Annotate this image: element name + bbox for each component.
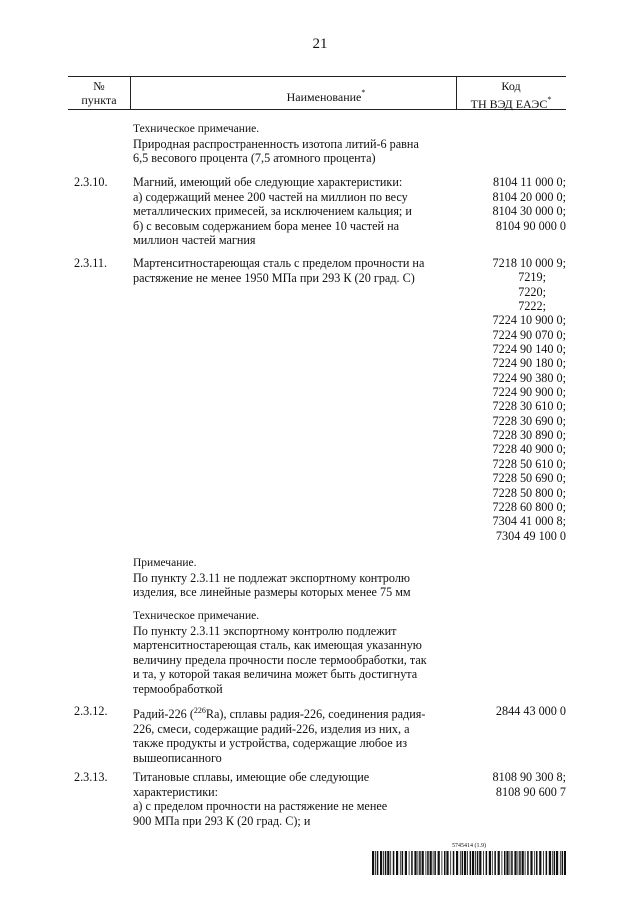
tech-note-2311 — [133, 609, 453, 697]
code-line: 7228 50 690 0; — [492, 471, 566, 486]
item-line: характеристики: — [133, 784, 219, 799]
item-line: Титановые сплавы, имеющие обе следующие — [133, 770, 370, 784]
item-text-2311 — [133, 256, 453, 285]
item-line-part: Ra), сплавы радия-226, соединения радия- — [205, 707, 426, 722]
item-codes-2312 — [462, 704, 566, 719]
tech-note-line: величину предела прочности после термообработки, так — [133, 652, 427, 667]
code-line: 8104 90 000 0 — [495, 218, 566, 233]
tech-note-title: Техническое примечание. — [133, 610, 260, 622]
code-line: 2844 43 000 0 — [495, 704, 566, 718]
tech-note-line: и та, у которой такая величина может быть достигнута — [133, 667, 418, 682]
header-code-line2: ТН ВЭД ЕАЭС — [470, 97, 548, 111]
code-line: 7228 50 610 0; — [492, 456, 566, 471]
item-number-2313: 2.3.13. — [74, 770, 108, 784]
code-line: 8108 90 300 8; — [492, 770, 566, 784]
code-line: 7228 40 900 0; — [492, 442, 566, 457]
code-line: 7224 10 900 0; — [492, 313, 566, 328]
tech-note-line: термообработкой — [133, 681, 223, 696]
code-line: 7224 90 380 0; — [492, 370, 566, 385]
code-line: 7304 49 100 0 — [495, 528, 566, 543]
item-line: а) с пределом прочности на растяжение не менее — [133, 799, 388, 814]
code-line: 7228 30 610 0; — [492, 399, 566, 414]
page-number: 21 — [312, 36, 328, 52]
item-line: Магний, имеющий обе следующие характеристики: — [133, 175, 403, 189]
item-line: 226, смеси, содержащие радий-226, изделия из них, а — [133, 721, 410, 736]
item-number-2310: 2.3.10. — [74, 175, 108, 189]
tech-note-line: 6,5 весового процента (7,5 атомного процента) — [133, 151, 376, 166]
item-line: 900 МПа при 293 К (20 град. С); и — [133, 813, 311, 828]
item-line: миллион частей магния — [133, 233, 256, 248]
code-line: 7228 60 800 0; — [492, 499, 566, 514]
header-name-label: Наименование — [286, 90, 362, 104]
header-code-col — [456, 77, 566, 109]
header-num-symbol: № — [93, 79, 105, 93]
item-line: Мартенситностареющая сталь с пределом прочности на — [133, 256, 425, 270]
header-name-star: * — [361, 88, 366, 97]
table-header — [68, 76, 566, 110]
isotope-superscript: 226 — [193, 706, 206, 715]
note-2311 — [133, 556, 453, 600]
code-line: 8108 90 600 7 — [495, 784, 566, 799]
code-line: 7304 41 000 8; — [492, 514, 566, 529]
item-text-2313 — [133, 770, 453, 828]
code-line: 8104 20 000 0; — [492, 189, 566, 204]
item-line: вышеописанного — [133, 750, 222, 765]
tech-note-line: По пункту 2.3.11 экспортному контролю подлежит — [133, 623, 397, 638]
tech-note-lithium — [133, 122, 453, 166]
note-title: Примечание. — [133, 557, 197, 569]
tech-note-title: Техническое примечание. — [133, 123, 260, 135]
header-code-star: * — [547, 95, 552, 104]
tech-note-line: мартенситностареющая сталь, как имеющая указанную — [133, 638, 422, 653]
code-line: 7218 10 000 9; — [492, 256, 566, 270]
code-line: 7224 90 140 0; — [492, 342, 566, 357]
barcode-label: 5745414 (1.9) — [452, 843, 486, 849]
code-line: 7224 90 900 0; — [492, 385, 566, 400]
item-text-2312 — [133, 704, 453, 765]
barcode-icon — [372, 851, 566, 875]
code-line: 7220; — [518, 284, 546, 299]
note-line: изделия, все линейные размеры которых менее 75 мм — [133, 585, 411, 600]
item-codes-2313 — [462, 770, 566, 799]
item-line: также продукты и устройства, содержащие любое из — [133, 736, 408, 751]
item-codes-2311 — [462, 256, 566, 543]
item-line: а) содержащий менее 200 частей на миллион по весу — [133, 189, 408, 204]
item-line: металлических примесей, за исключением кальция; и — [133, 204, 412, 219]
header-num-label: пункта — [81, 93, 117, 107]
item-line-part: Радий-226 ( — [133, 707, 194, 722]
code-line: 7222; — [518, 299, 546, 314]
code-line: 7228 30 690 0; — [492, 413, 566, 428]
code-line: 7228 30 890 0; — [492, 428, 566, 443]
code-line: 7219; — [518, 270, 546, 285]
item-line: растяжение не менее 1950 МПа при 293 К (20 град. С) — [133, 270, 415, 285]
header-code-line1: Код — [501, 79, 521, 93]
code-line: 8104 11 000 0; — [492, 175, 566, 189]
item-text-2310 — [133, 175, 453, 248]
item-line: б) с весовым содержанием бора менее 10 частей на — [133, 218, 400, 233]
code-line: 7224 90 070 0; — [492, 327, 566, 342]
code-line: 8104 30 000 0; — [492, 204, 566, 219]
note-line: По пункту 2.3.11 не подлежат экспортному контролю — [133, 570, 411, 585]
code-line: 7224 90 180 0; — [492, 356, 566, 371]
tech-note-line: Природная распространенность изотопа литий-6 равна — [133, 136, 419, 151]
item-number-2311: 2.3.11. — [74, 256, 108, 270]
item-codes-2310 — [462, 175, 566, 233]
header-num-col — [68, 77, 130, 109]
item-number-2312: 2.3.12. — [74, 704, 108, 718]
code-line: 7228 50 800 0; — [492, 485, 566, 500]
